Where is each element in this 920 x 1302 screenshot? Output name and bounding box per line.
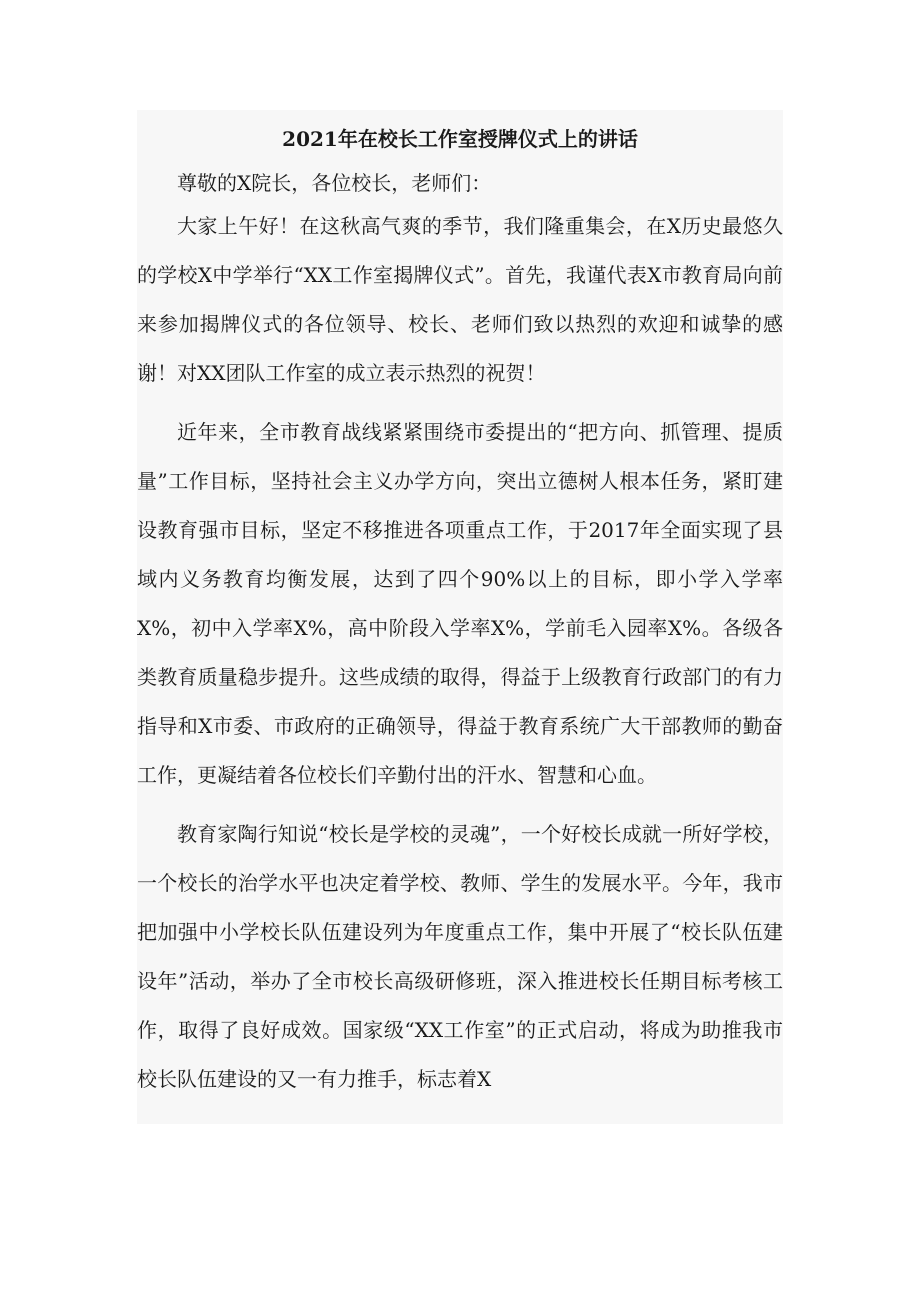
paragraph-welcome: 大家上午好！在这秋高气爽的季节，我们隆重集会，在X历史最悠久的学校X中学举行“XX工作室揭牌仪式”。首先，我谨代表X市教育局向前来参加揭牌仪式的各位领导、校长、老师们致以热烈的欢迎和诚挚的感谢！对XX团队工作室的成立表示热烈的祝贺！ xyxy=(137,214,783,385)
paragraph-principal-team: 教育家陶行知说“校长是学校的灵魂”，一个好校长成就一所好学校，一个校长的治学水平也决定着学校、教师、学生的发展水平。今年，我市把加强中小学校长队伍建设列为年度重点工作，集中开展了“校长队伍建设年”活动，举办了全市校长高级研修班，深入推进校长任期目标考核工作，取得了良好成效。国家级“XX工作室”的正式启动，将成为助推我市校长队伍建设的又一有力推手，标志着X xyxy=(137,822,783,1091)
salutation: 尊敬的X院长，各位校长，老师们： xyxy=(177,171,492,195)
paragraph-achievements: 近年来，全市教育战线紧紧围绕市委提出的“把方向、抓管理、提质量”工作目标，坚持社会主义办学方向，突出立德树人根本任务，紧盯建设教育强市目标，坚定不移推进各项重点工作，于2017年全面实现了县域内义务教育均衡发展，达到了四个90%以上的目标，即小学入学率X%，初中入学率X%，高中阶段入学率X%，学前毛入园率X%。各级各类教育质量稳步提升。这些成绩的取得，得益于上级教育行政部门的有力指导和X市委、市政府的正确领导，得益于教育系统广大干部教师的勤奋工作，更凝结着各位校长们辛勤付出的汗水、智慧和心血。 xyxy=(137,420,783,787)
document-body xyxy=(137,110,783,1124)
document-title: 2021年在校长工作室授牌仪式上的讲话 xyxy=(282,127,638,151)
